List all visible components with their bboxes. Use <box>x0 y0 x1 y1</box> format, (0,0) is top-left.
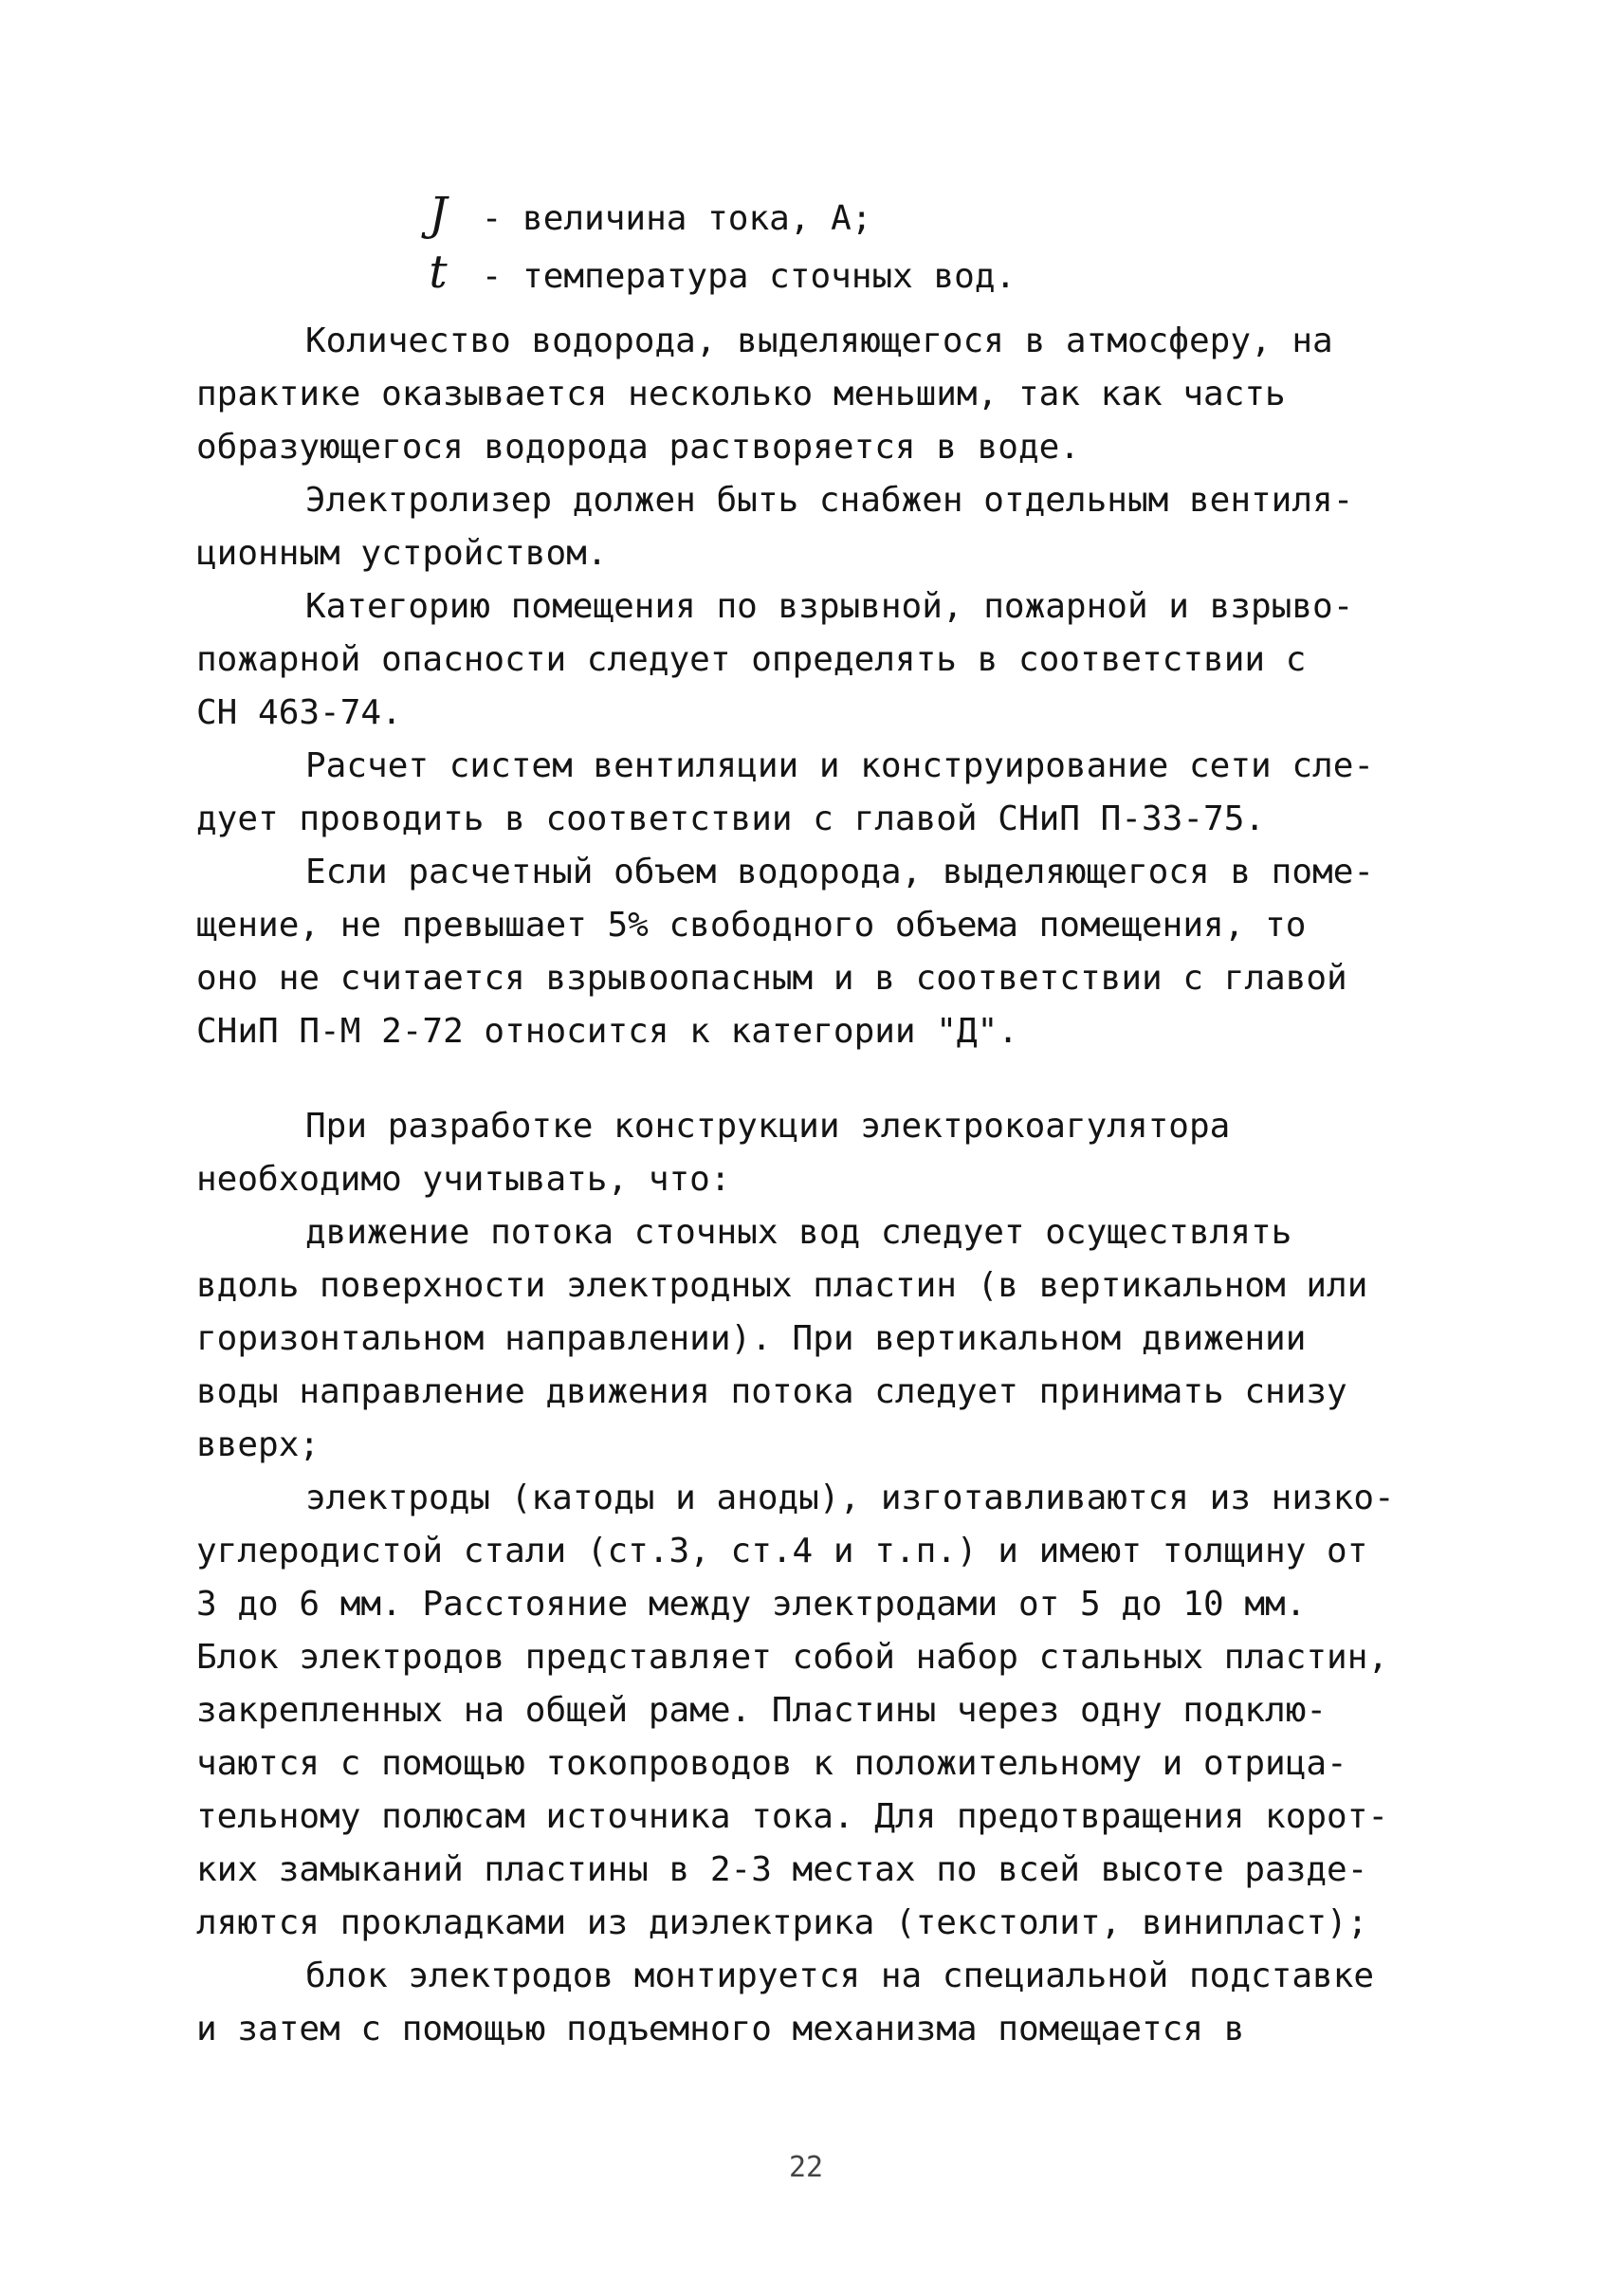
text-line: необходимо учитывать, что: <box>196 1160 731 1199</box>
definition-row <box>415 188 1016 246</box>
paragraph <box>196 1950 1429 2056</box>
paragraph <box>196 474 1429 580</box>
definition-row <box>415 246 1016 303</box>
body-text <box>196 315 1429 2056</box>
paragraph-gap <box>196 1058 1429 1100</box>
paragraph <box>196 1206 1429 1472</box>
text-line: электроды (катоды и аноды), изготавливаются из низко- <box>305 1479 1395 1517</box>
text-line: чаются с помощью токопроводов к положительному и отрица- <box>196 1744 1347 1783</box>
text-line: блок электродов монтируется на специальной подставке <box>305 1956 1375 1995</box>
text-line: СН 463-74. <box>196 693 402 732</box>
symbol-definitions <box>415 188 1016 303</box>
text-line: ционным устройством. <box>196 534 608 573</box>
text-line: тельному полюсам источника тока. Для предотвращения корот- <box>196 1797 1389 1836</box>
text-line: дует проводить в соответствии с главой СНиП П-33-75. <box>196 799 1266 838</box>
text-line: воды направление движения потока следует принимать снизу <box>196 1372 1347 1411</box>
paragraph <box>196 580 1429 740</box>
text-line: практике оказывается несколько меньшим, так как часть <box>196 375 1286 413</box>
text-line: щение, не превышает 5% свободного объема помещения, то <box>196 906 1307 945</box>
text-line: закрепленных на общей раме. Пластины через одну подклю- <box>196 1691 1328 1730</box>
text-line: ких замыканий пластины в 2-3 местах по всей высоте разде- <box>196 1850 1368 1889</box>
definition-text: - величина тока, А; <box>481 199 872 238</box>
text-line: Блок электродов представляет собой набор стальных пластин, <box>196 1638 1389 1677</box>
text-line: При разработке конструкции электрокоагулятора <box>305 1107 1231 1146</box>
temperature-symbol: t <box>429 246 448 299</box>
current-symbol: J <box>429 188 448 241</box>
paragraph <box>196 846 1429 1058</box>
text-line: Расчет систем вентиляции и конструирование сети сле- <box>305 746 1375 785</box>
definition-text: - температура сточных вод. <box>481 257 1017 296</box>
text-line: пожарной опасности следует определять в соответствии с <box>196 640 1307 679</box>
text-line: углеродистой стали (ст.3, ст.4 и т.п.) и имеют толщину от <box>196 1532 1368 1570</box>
text-line: горизонтальном направлении). При вертикальном движении <box>196 1319 1307 1358</box>
text-line: ляются прокладками из диэлектрика (текстолит, винипласт); <box>196 1903 1368 1942</box>
text-line: оно не считается взрывоопасным и в соответствии с главой <box>196 959 1347 998</box>
text-line: вдоль поверхности электродных пластин (в вертикальном или <box>196 1266 1368 1305</box>
text-line: Электролизер должен быть снабжен отдельным вентиля- <box>305 481 1354 520</box>
text-line: движение потока сточных вод следует осуществлять <box>305 1213 1292 1252</box>
text-line: Если расчетный объем водорода, выделяющегося в поме- <box>305 853 1375 891</box>
text-line: Количество водорода, выделяющегося в атмосферу, на <box>305 321 1333 360</box>
text-line: Категорию помещения по взрывной, пожарной и взрыво- <box>305 587 1354 626</box>
text-line: образующегося водорода растворяется в воде. <box>196 428 1080 467</box>
text-line: 3 до 6 мм. Расстояние между электродами от 5 до 10 мм. <box>196 1585 1307 1624</box>
page-number: 22 <box>788 2151 824 2184</box>
text-line: СНиП П-М 2-72 относится к категории "Д". <box>196 1012 1018 1051</box>
paragraph <box>196 740 1429 846</box>
text-line: и затем с помощью подъемного механизма помещается в <box>196 2010 1245 2048</box>
paragraph <box>196 315 1429 474</box>
text-line: вверх; <box>196 1425 321 1464</box>
paragraph <box>196 1472 1429 1950</box>
paragraph <box>196 1100 1429 1206</box>
